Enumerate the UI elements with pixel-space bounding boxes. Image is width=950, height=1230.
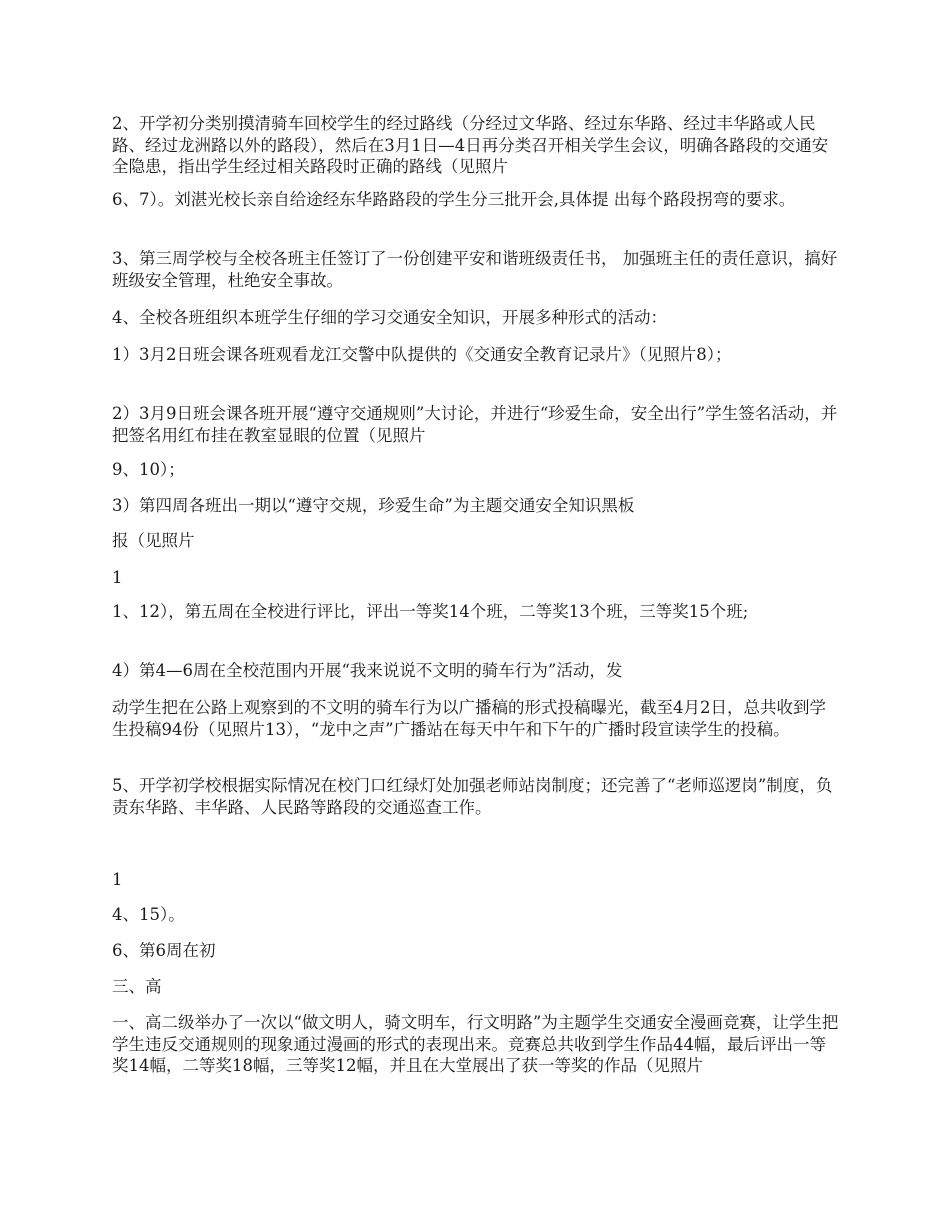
paragraph-sub-3-results: 1、12），第五周在全校进行评比，评出一等奖14个班，二等奖13个班，三等奖15个班; <box>112 602 749 621</box>
paragraph-sub-3: 3）第四周各班出一期以“遵守交规，珍爱生命”为主题交通安全知识黑板 <box>112 496 635 515</box>
paragraph-sub-3-continued: 报（见照片 <box>112 531 195 550</box>
paragraph-item-2-continued: 6、7）。刘湛光校长亲自给途经东华路路段的学生分三批开会,具体提 出每个路段拐弯的要求。 <box>112 190 796 209</box>
paragraph-fragment: 1 <box>112 568 123 587</box>
paragraph-photo-ref: 4、15）。 <box>112 905 185 924</box>
paragraph-sub-4: 4）第4—6周在全校范围内开展“我来说说不文明的骑车行为”活动，发 <box>112 661 623 680</box>
paragraph-item-3: 3、第三周学校与全校各班主任签订了一份创建平安和谐班级责任书， 加强班主任的责任意识，搞好班级安全管理，杜绝安全事故。 <box>112 249 838 290</box>
paragraph-sub-2-continued: 9、10）； <box>112 460 185 479</box>
paragraph-item-2: 2、开学初分类别摸清骑车回校学生的经过路线（分经过文华路、经过东华路、经过丰华路或人民路、经过龙洲路以外的路段），然后在3月1日—4日再分类召开相关学生会议，明确各路段的交通安全隐患，指出学生经过相关路段时正确的路线（见照片 <box>112 114 829 176</box>
paragraph-item-6: 6、第6周在初 <box>112 941 216 960</box>
paragraph-sub-4-continued: 动学生把在公路上观察到的不文明的骑车行为以广播稿的形式投稿曝光，截至4月2日，总共收到学生投稿94份（见照片13），“龙中之声”广播站在每天中午和下午的广播时段宣读学生的投稿。 <box>112 698 826 739</box>
paragraph-sub-2: 2）3月9日班会课各班开展“遵守交通规则”大讨论，并进行“珍爱生命，安全出行”学生签名活动，并把签名用红布挂在教室显眼的位置（见照片 <box>112 404 838 445</box>
paragraph-fragment-2: 1 <box>112 870 123 889</box>
paragraph-section-1: 一、高二级举办了一次以“做文明人，骑文明车，行文明路”为主题学生交通安全漫画竞赛，让学生把学生违反交通规则的现象通过漫画的形式的表现出来。竞赛总共收到学生作品44幅，最后评出一等奖14幅，二等奖18幅，三等奖12幅，并且在大堂展出了获一等奖的作品（见照片 <box>112 1013 839 1075</box>
section-heading-3: 三、高 <box>112 977 162 996</box>
paragraph-sub-1: 1）3月2日班会课各班观看龙江交警中队提供的《交通安全教育记录片》（见照片8）； <box>112 345 732 364</box>
paragraph-item-5: 5、开学初学校根据实际情况在校门口红绿灯处加强老师站岗制度；还完善了“老师巡逻岗”制度，负责东华路、丰华路、人民路等路段的交通巡查工作。 <box>112 776 833 817</box>
paragraph-item-4: 4、全校各班组织本班学生仔细的学习交通安全知识，开展多种形式的活动： <box>112 308 667 327</box>
